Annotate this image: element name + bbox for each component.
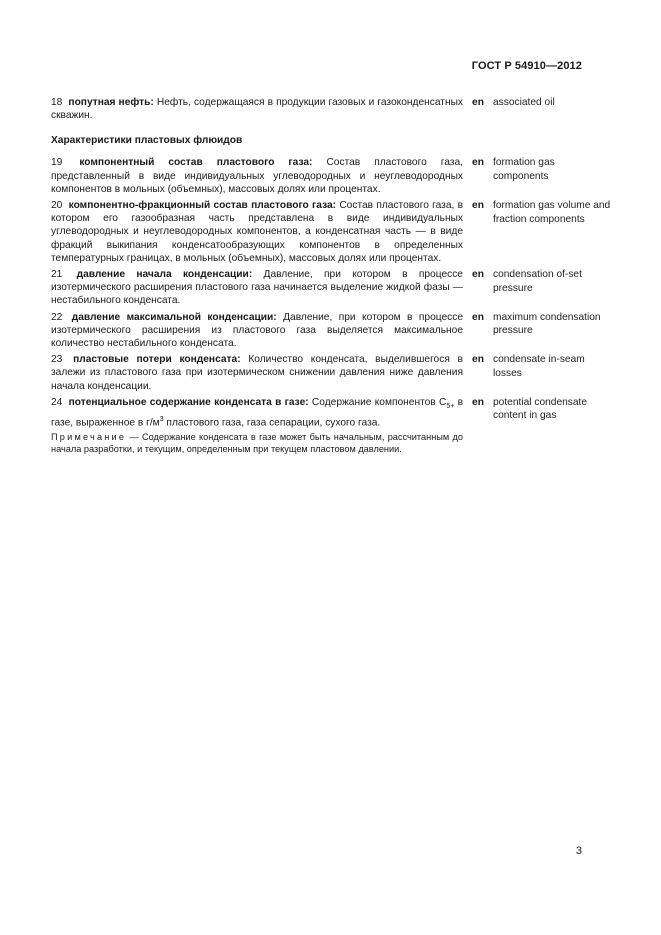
english-equivalent: condensate in-seam losses	[493, 354, 585, 379]
term-definition-part1: Содержание компонентов C	[311, 396, 447, 408]
term-text	[51, 311, 463, 351]
term-number: 24	[51, 396, 63, 408]
term-18	[51, 96, 611, 122]
term-definition: Давление, при котором в процессе изотермического расширения пластового газа начинается выделение жидкой фазы — нестабильного конденсата.	[51, 269, 463, 307]
term-number: 23	[51, 354, 63, 366]
term-24	[51, 396, 611, 456]
term-text	[51, 396, 463, 456]
term-22	[51, 311, 611, 351]
term-number: 19	[51, 157, 63, 169]
lang-code: en	[472, 354, 484, 366]
term-21	[51, 268, 611, 308]
term-20	[51, 199, 611, 265]
note-label: Примечание	[51, 431, 127, 442]
term-definition: Состав пластового газа, представленный в виде индивидуальных углеводородных и неуглеводородных компонентов в мольных (объемных), массовых долях или процентах.	[51, 157, 463, 195]
english-equivalent: maximum condensation pressure	[493, 311, 601, 337]
lang-code: en	[472, 396, 484, 408]
term-text	[51, 268, 463, 308]
standard-number: ГОСТ Р 54910—2012	[471, 60, 582, 72]
term-text	[51, 96, 463, 122]
term-definition-part3: пластового газа, газа сепарации, сухого газа.	[163, 417, 381, 429]
term-name: попутная нефть:	[68, 97, 154, 108]
term-name: давление максимальной конденсации:	[71, 311, 277, 323]
term-number: 22	[51, 311, 63, 323]
term-number: 21	[51, 269, 63, 281]
lang-code: en	[472, 311, 484, 323]
english-equivalent: condensation of-set pressure	[493, 269, 582, 294]
term-name: компонентный состав пластового газа:	[79, 157, 313, 169]
term-name: пластовые потери конденсата:	[73, 354, 241, 366]
english-equivalent: formation gas volume and fraction components	[493, 200, 611, 225]
page-number: 3	[575, 845, 582, 857]
term-text	[51, 199, 463, 265]
english-equivalent: associated oil	[493, 97, 555, 108]
english-equivalent: potential condensate content in gas	[493, 396, 588, 422]
term-definition: Давление, при котором в процессе изотермического расширения из пластового газа выделяется максимальное количество нестабильного конденсата.	[51, 311, 463, 350]
term-definition: Состав пластового газа, в котором его газообразная часть представлена в виде индивидуальных углеводородных и неуглеводородных компонентов, а конденсатная часть — в виде фракций выкипания конденсатообразующих компонентов в определенных температурных границах, в мольных (объемных), массовых долях или процентах.	[51, 200, 464, 264]
term-definition-part2: в газе, выраженное в г/м	[51, 396, 463, 429]
term-name: давление начала конденсации:	[76, 269, 253, 281]
lang-code: en	[472, 269, 484, 281]
note	[51, 431, 463, 456]
term-number: 18	[51, 97, 63, 108]
section-title: Характеристики пластовых флюидов	[51, 135, 243, 147]
term-19	[51, 156, 611, 196]
term-23	[51, 353, 611, 393]
note-text: — Содержание конденсата в газе может быть начальным, рассчитанным до начала разработки, и текущим, определенным при текущем пластовом давлении.	[51, 431, 463, 455]
subscript: 5+	[446, 402, 455, 410]
terms-content	[51, 96, 611, 459]
term-name: компонентно-фракционный состав пластового газа:	[68, 200, 337, 212]
lang-code: en	[472, 157, 484, 169]
term-number: 20	[51, 200, 63, 212]
english-equivalent: formation gas components	[493, 157, 555, 182]
lang-code: en	[472, 200, 484, 212]
lang-code: en	[472, 97, 484, 108]
superscript: 3	[159, 416, 164, 424]
term-definition: Нефть, содержащаяся в продукции газовых и газоконденсатных скважин.	[51, 97, 463, 122]
term-definition: Количество конденсата, выделившегося в залежи из пластового газа при изотермическом снижении давления ниже давления начала конденсации.	[51, 354, 463, 392]
term-text	[51, 156, 463, 196]
term-text	[51, 353, 463, 393]
term-name: потенциальное содержание конденсата в газе:	[68, 396, 309, 408]
